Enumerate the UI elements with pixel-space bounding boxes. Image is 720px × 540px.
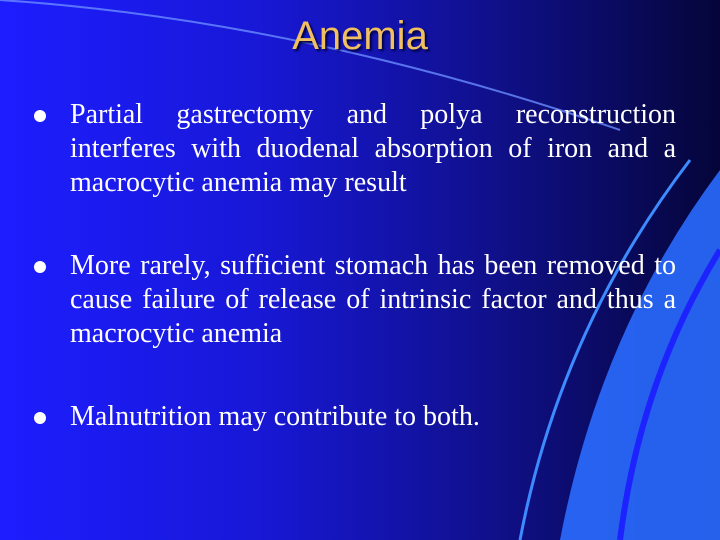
bullet-dot-icon — [34, 261, 46, 273]
bullet-item — [32, 98, 676, 200]
bullet-item — [32, 249, 676, 351]
slide-title: Anemia — [292, 14, 428, 58]
bullet-dot-icon — [34, 412, 46, 424]
bullet-text: More rarely, sufficient stomach has been removed to cause failure of release of intrinsic factor and thus a macrocytic anemia — [70, 250, 676, 349]
bullet-text: Malnutrition may contribute to both. — [70, 401, 480, 432]
bullet-dot-icon — [34, 110, 46, 122]
bullet-item — [32, 400, 676, 434]
bullet-text: Partial gastrectomy and polya reconstruction interferes with duodenal absorption of iron and a macrocytic anemia may result — [70, 99, 676, 198]
bullet-list — [32, 98, 676, 483]
